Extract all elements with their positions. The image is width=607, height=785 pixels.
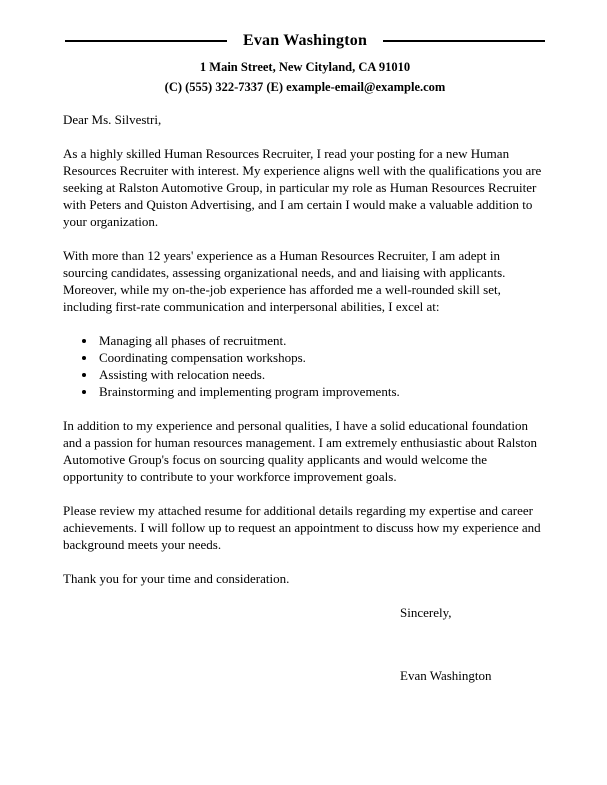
skills-bullet-list bbox=[63, 332, 547, 400]
signature-name: Evan Washington bbox=[400, 668, 492, 683]
salutation: Dear Ms. Silvestri, bbox=[63, 112, 162, 127]
paragraph-education: In addition to my experience and personal qualities, I have a solid educational foundation and a passion for human resources management. I am extremely enthusiastic about Ralston Automotive Group's focus on sourcing quality applicants and would welcome the opportunity to contribute to your workforce improvement goals. bbox=[63, 418, 537, 484]
signature-block bbox=[400, 604, 547, 684]
header-rule-right bbox=[383, 40, 545, 42]
bullet-item: • Coordinating compensation workshops. bbox=[97, 349, 547, 366]
letter-header bbox=[63, 32, 547, 95]
sender-name: Evan Washington bbox=[242, 32, 368, 49]
bullet-item: • Assisting with relocation needs. bbox=[97, 366, 547, 383]
bullet-item: • Managing all phases of recruitment. bbox=[97, 332, 547, 349]
header-name-row bbox=[65, 32, 545, 50]
sender-contact: (C) (555) 322-7337 (E) example-email@example.com bbox=[164, 80, 446, 94]
thank-you-line: Thank you for your time and consideration. bbox=[63, 571, 290, 586]
paragraph-follow-up: Please review my attached resume for additional details regarding my expertise and career achievements. I will follow up to request an appointment to discuss how my experience and background meets your needs. bbox=[63, 503, 541, 552]
header-rule-left bbox=[65, 40, 227, 42]
sign-off: Sincerely, bbox=[400, 605, 452, 620]
bullet-item: • Brainstorming and implementing program improvements. bbox=[97, 383, 547, 400]
paragraph-intro: As a highly skilled Human Resources Recruiter, I read your posting for a new Human Resources Recruiter with interest. My experience aligns well with the qualifications you are seeking at Ralston Automotive Group, in particular my role as Human Resources Recruiter with Peters and Quiston Advertising, and I am certain I would make a valuable addition to your organization. bbox=[63, 146, 542, 229]
sender-address: 1 Main Street, New Cityland, CA 91010 bbox=[199, 60, 411, 74]
paragraph-experience: With more than 12 years' experience as a Human Resources Recruiter, I am adept in sourcing candidates, assessing organizational needs, and and liaising with applicants. Moreover, while my on-the-job experience has afforded me a well-rounded skill set, including first-rate communication and interpersonal abilities, I excel at: bbox=[63, 248, 506, 314]
